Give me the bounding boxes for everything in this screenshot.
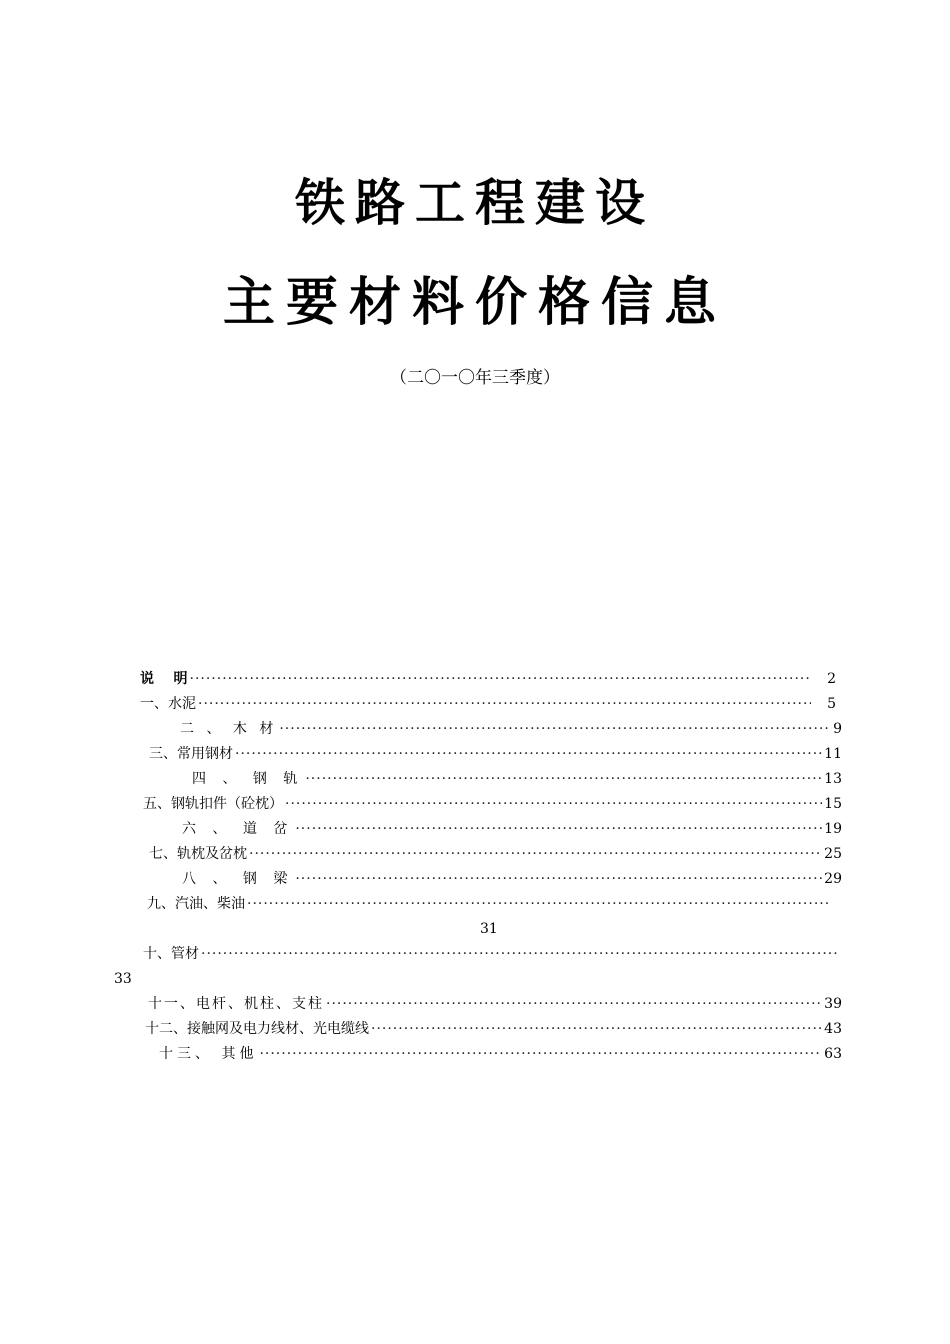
toc-entry-page: 9 — [833, 721, 842, 737]
toc-entry-cement[interactable] — [140, 695, 836, 713]
toc-entry-page: 13 — [824, 771, 842, 787]
toc-leader-dots — [285, 795, 822, 813]
toc-leader-dots — [305, 770, 822, 788]
toc-entry-sleepers[interactable] — [149, 845, 842, 863]
toc-entry-page: 31 — [480, 921, 498, 937]
toc-entry-page: 43 — [824, 1021, 842, 1037]
toc-entry-common-steel[interactable] — [149, 745, 842, 763]
toc-entry-label: 八 、 钢 梁 — [182, 871, 294, 887]
toc-entry-page: 29 — [824, 871, 842, 887]
toc-entry-turnout[interactable] — [182, 820, 842, 838]
toc-leader-dots — [279, 720, 831, 738]
toc-entry-label: 九、汽油、柴油 — [147, 896, 245, 912]
toc-entry-poles[interactable] — [148, 995, 842, 1013]
toc-leader-dots — [235, 745, 822, 763]
toc-entry-label: 六 、 道 岔 — [182, 821, 294, 837]
toc-entry-fuel-page — [480, 920, 520, 938]
toc-leader-dots — [201, 945, 839, 963]
toc-entry-page: 11 — [824, 746, 842, 762]
toc-leader-dots — [190, 670, 812, 688]
toc-entry-page: 15 — [824, 796, 842, 812]
toc-leader-dots — [295, 820, 822, 838]
toc-entry-page: 5 — [827, 696, 836, 712]
toc-entry-label: 十一、电杆、机柱、支柱 — [148, 996, 324, 1012]
toc-entry-label: 二 、 木 材 — [180, 721, 278, 737]
toc-leader-dots — [249, 845, 822, 863]
toc-entry-label: 十三、 其他 — [159, 1046, 258, 1062]
toc-entry-label: 十二、接触网及电力线材、光电缆线 — [145, 1021, 369, 1037]
toc-entry-label: 三、常用钢材 — [149, 746, 233, 762]
document-period: （二〇一〇年三季度） — [390, 368, 560, 388]
toc-entry-page: 33 — [114, 971, 132, 987]
document-title-line1: 铁路工程建设 — [295, 174, 655, 232]
toc-entry-label: 五、钢轨扣件（砼枕） — [143, 796, 283, 812]
toc-entry-page: 25 — [824, 846, 842, 862]
toc-leader-dots — [326, 995, 822, 1013]
toc-entry-rail[interactable] — [192, 770, 842, 788]
toc-entry-pipes-page — [114, 970, 154, 988]
toc-entry-label: 七、轨枕及岔枕 — [149, 846, 247, 862]
toc-entry-page: 39 — [824, 996, 842, 1012]
toc-leader-dots — [198, 695, 811, 713]
toc-entry-label: 四 、 钢 轨 — [192, 771, 304, 787]
toc-entry-page: 2 — [827, 671, 836, 687]
toc-entry-pipes[interactable] — [143, 945, 841, 963]
toc-entry-label: 一、水泥 — [140, 696, 196, 712]
toc-entry-catenary-cables[interactable] — [145, 1020, 842, 1038]
document-title-line2: 主要材料价格信息 — [222, 273, 727, 333]
toc-entry-rail-fastener[interactable] — [143, 795, 842, 813]
toc-leader-dots — [295, 870, 822, 888]
toc-leader-dots — [247, 895, 831, 913]
toc-entry-page: 19 — [824, 821, 842, 837]
toc-entry-page: 63 — [824, 1046, 842, 1062]
toc-entry-steel-beam[interactable] — [182, 870, 842, 888]
toc-leader-dots — [371, 1020, 822, 1038]
toc-entry-fuel[interactable] — [147, 895, 833, 913]
toc-entry-label: 说 明 — [140, 671, 188, 687]
toc-entry-timber[interactable] — [180, 720, 842, 738]
toc-leader-dots — [259, 1045, 822, 1063]
toc-entry-explanation[interactable] — [140, 670, 836, 688]
toc-entry-others[interactable] — [159, 1045, 842, 1063]
toc-entry-label: 十、管材 — [143, 946, 199, 962]
